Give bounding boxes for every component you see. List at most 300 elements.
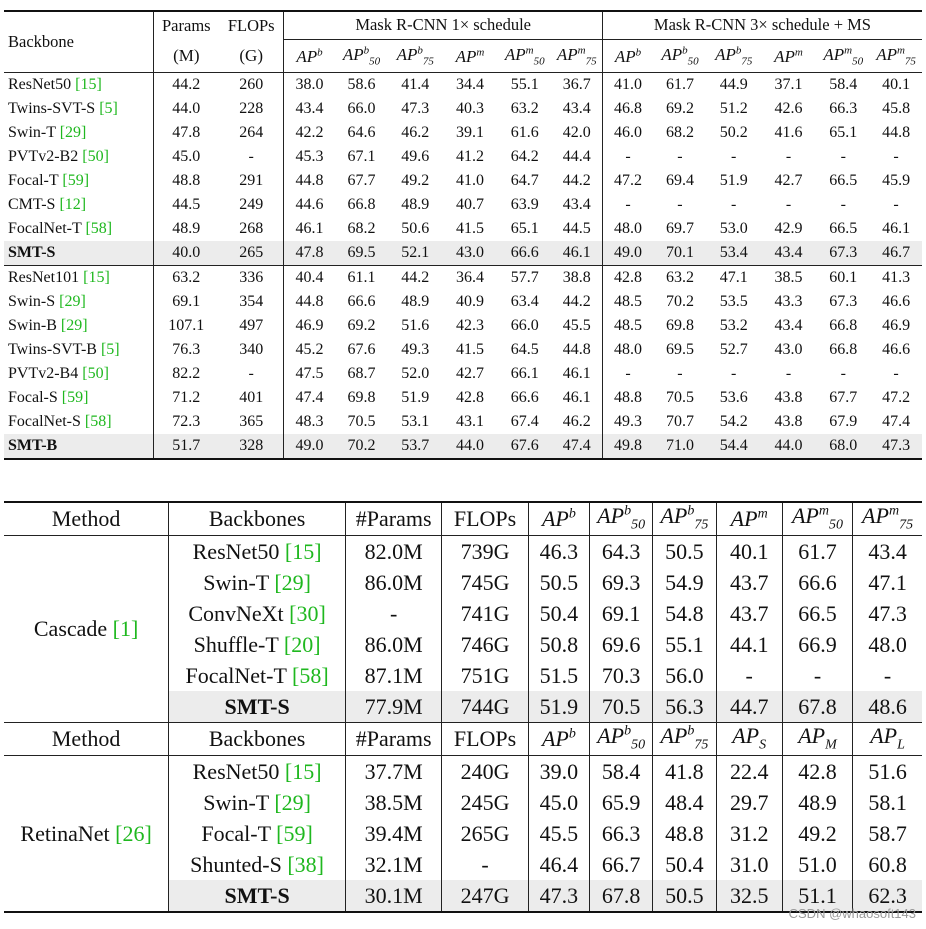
flops-cell: 745G [442,567,528,598]
backbone-name: Focal-T [8,172,59,189]
backbone-name-cell [4,193,153,217]
metric-header-1x-2 [388,40,442,73]
table1-row [4,193,922,217]
params-cell: 82.0M [345,536,441,568]
flops-unit: (G) [219,40,284,73]
cascade-metric-header-4-sup: m [818,504,829,520]
params-cell: 107.1 [168,317,205,334]
params-cell: 69.1 [172,293,201,310]
schedule-1x-value: 45.2 [295,341,324,358]
metric-header-1x-1-text: $AP^b_{50}$ [342,43,381,68]
cascade-metric-header-4-text: $AP^m_{50}$ [791,503,843,533]
schedule-3x-value: 47.1 [707,266,761,291]
metric-header-1x-2-sub: 75 [422,55,434,68]
metric-header-3x-1-text: $AP^b_{50}$ [661,43,699,68]
backbone-cell [169,536,346,568]
params-cell: 44.0 [172,100,201,117]
schedule-3x-value: - [677,148,683,165]
schedule-3x-value: 51.9 [719,172,748,189]
table1-row [4,217,922,241]
retinanet-backbones-header: Backbones [169,723,346,756]
backbone-name: Focal-S [8,389,58,406]
metric-value: 31.0 [716,849,782,880]
schedule-1x-value: 66.6 [510,244,539,261]
citation: [59] [61,389,89,406]
schedule-1x-value: 51.9 [401,389,430,406]
schedule-1x-value: 70.5 [347,413,376,430]
backbone-name: Swin-T [203,569,269,595]
schedule-3x-value: 70.2 [665,293,694,310]
schedule-1x-value: 63.2 [510,100,539,117]
schedule-1x-value: 49.2 [401,172,430,189]
flops-cell: 365 [219,410,284,434]
schedule-3x-value: 40.1 [870,73,922,98]
schedule-1x-value: 43.4 [552,193,603,217]
schedule-3x-value: 47.4 [882,413,911,430]
schedule-3x-value: 43.8 [774,413,803,430]
metric-value: 54.9 [653,567,716,598]
schedule-1x-value: 70.2 [335,434,389,459]
schedule-1x-value: 47.3 [401,100,430,117]
citation: [58] [292,662,329,688]
cascade-metric-header-0-text: $AP^b$ [541,506,576,532]
metric-header-1x-5 [552,40,603,73]
retinanet-metric-header-0-sup: b [568,726,576,742]
schedule-3x-value: 68.2 [665,124,694,141]
metric-header-1x-2-sup: b [417,43,423,56]
citation: [58] [84,413,112,430]
metric-value: 48.8 [653,818,716,849]
flops-cell: 744G [442,691,528,723]
schedule-3x-value: 43.3 [774,293,803,310]
metric-value: 62.3 [853,880,922,912]
cascade-metric-header-3-text: $AP^m$ [730,506,768,532]
schedule-3x-value: 44.8 [882,124,911,141]
backbone-name-cell [4,314,153,338]
citation: [12] [59,196,87,213]
cascade-metric-header-2 [653,502,716,536]
metric-value: 47.3 [528,880,589,912]
flops-cell: 746G [442,629,528,660]
metric-value: 69.1 [590,598,653,629]
schedule-1x-value: 67.7 [347,172,376,189]
schedule-3x-value: 63.2 [653,266,707,291]
citation: [59] [276,820,313,846]
schedule-3x-value: 44.9 [707,73,761,98]
cascade-metric-header-1 [590,502,653,536]
params-cell: 37.7M [345,756,441,788]
schedule-1x-value: 46.1 [552,362,603,386]
flops-cell: 401 [219,386,284,410]
backbone-name: Swin-B [8,317,57,334]
metric-value: 58.7 [868,820,907,846]
params-cell: 63.2 [153,266,219,291]
metric-header-1x-4-sup: m [525,43,534,56]
schedule-3x-value: - [840,365,846,382]
backbone-name-cell [4,362,153,386]
flops-cell: 264 [219,121,284,145]
metric-header-3x-1 [653,40,707,73]
schedule-1x-value: 49.0 [284,434,335,459]
flops-cell: - [219,145,284,169]
backbone-name: SMT-S [224,693,290,719]
schedule-3x-value: 70.5 [665,389,694,406]
backbone-cell [169,598,346,629]
backbone-name: FocalNet-T [8,220,82,237]
schedule-1x-value: 64.2 [510,148,539,165]
metric-header-3x-5 [870,40,922,73]
backbone-name: FocalNet-S [8,413,81,430]
schedule-1x-value: 49.3 [401,341,430,358]
metric-header-3x-0 [602,40,653,73]
metric-value: 44.1 [716,629,782,660]
flops-cell: 291 [219,169,284,193]
schedule-1x-value: 43.4 [295,100,324,117]
cascade-flops-header: FLOPs [442,502,528,536]
metric-header-3x-0-sup: b [635,46,642,59]
backbone-name: Swin-T [8,124,56,141]
cascade-metric-header-4-sub: 50 [828,517,843,533]
backbone-name: ResNet101 [8,269,80,286]
params-cell: 30.1M [345,880,441,912]
flops-cell: 265 [219,241,284,266]
params-cell: 44.5 [172,196,201,213]
schedule-3x-value: 46.0 [613,124,642,141]
schedule-1x-value: 44.2 [388,266,442,291]
schedule-3x-value: 67.3 [829,244,858,261]
metric-value: 65.9 [590,787,653,818]
schedule-3x-value: 69.2 [665,100,694,117]
metric-value: 22.4 [716,756,782,788]
citation: [59] [62,172,90,189]
table1-row [4,169,922,193]
metric-header-3x-1-sup: b [682,43,688,56]
metric-value: 45.5 [528,818,589,849]
metric-value: 48.6 [853,691,922,723]
schedule-1x-value: 40.7 [456,196,484,213]
backbone-cell [169,849,346,880]
metric-value: - [782,660,852,691]
schedule-3x-value: 48.5 [613,293,642,310]
metric-value: 51.1 [782,880,852,912]
schedule-3x-value: 54.4 [707,434,761,459]
params-cell: 32.1M [345,849,441,880]
cascade-metric-header-5 [853,502,922,536]
metric-header-1x-5-sub: 75 [585,55,597,68]
schedule-3x-value: 48.0 [613,220,642,237]
schedule-3x-value: 42.7 [774,172,803,189]
metric-value: 50.5 [653,536,716,568]
metric-value: 47.1 [868,569,907,595]
backbone-name: ResNet50 [8,76,72,93]
backbone-name: PVTv2-B2 [8,148,79,165]
schedule-1x-value: 67.1 [347,148,376,165]
metric-value: 50.4 [653,849,716,880]
cascade-metric-header-5-sup: m [888,504,900,520]
schedule-1x-value: 42.3 [456,317,484,334]
params-cell: 76.3 [172,341,201,358]
backbone-name: CMT-S [8,196,56,213]
schedule-3x-value: 51.2 [719,100,748,117]
backbone-name: SMT-S [8,244,56,261]
backbone-cell [169,880,346,912]
table1-row [4,362,922,386]
schedule-3x-value: 53.6 [719,389,748,406]
retinanet-metric-header-1-sub: 50 [631,737,646,753]
citation: [29] [59,124,87,141]
schedule-1x-value: 46.1 [552,386,603,410]
schedule-1x-value: 42.0 [552,121,603,145]
flops-cell: 328 [219,434,284,459]
metric-value: 61.7 [782,536,852,568]
cascade-params-header: #Params [345,502,441,536]
metric-header-1x-0 [284,40,335,73]
schedule-1x-value: 50.6 [401,220,430,237]
params-cell: 71.2 [172,389,201,406]
schedule-3x-value: - [625,148,631,165]
schedule-1x-value: 42.8 [456,389,484,406]
schedule-3x-value: 66.3 [829,100,858,117]
params-cell: 51.7 [153,434,219,459]
metric-value: 69.3 [590,567,653,598]
schedule-1x-value: 45.3 [295,148,324,165]
metric-value: 50.5 [528,567,589,598]
flops-cell: 249 [219,193,284,217]
schedule-3x-value: 50.2 [719,124,748,141]
schedule-3x-value: 49.3 [613,413,642,430]
schedule-3x-value: 66.5 [829,172,858,189]
schedule-1x-value: 46.9 [295,317,324,334]
retinanet-metric-header-2-sub: 75 [694,737,709,753]
schedule-1x-value: 67.6 [347,341,376,358]
metric-value: 69.6 [590,629,653,660]
metric-header-3x-0-text: $AP^b$ [614,46,642,66]
schedule-3x-value: 52.7 [719,341,748,358]
metric-value: 43.7 [716,567,782,598]
metric-value: 51.6 [868,758,907,784]
schedule-3x-value: - [893,196,899,213]
schedule-3x-value: 49.8 [602,434,653,459]
flops-cell: 240G [442,756,528,788]
metric-value: 42.8 [782,756,852,788]
schedule-3x-value: 65.1 [829,124,858,141]
schedule-3x-value: 46.6 [882,293,911,310]
schedule-3x-value: 48.8 [613,389,642,406]
schedule-3x-value: 45.8 [882,100,911,117]
table1-row [4,145,922,169]
schedule-1x-value: 66.6 [347,293,376,310]
params-cell: 86.0M [345,567,441,598]
backbone-name-cell [4,217,153,241]
metric-value: 50.8 [528,629,589,660]
retinanet-metric-header-1-sup: b [624,724,632,740]
backbone-name-cell [4,121,153,145]
metric-header-3x-2 [707,40,761,73]
cascade-metric-header-5-sub: 75 [899,517,914,533]
params-unit: (M) [153,40,219,73]
schedule-1x-value: 43.1 [456,413,484,430]
backbone-cell [169,756,346,788]
metric-header-3x-4-sup: m [844,43,853,56]
schedule-1x-value: 49.6 [401,148,430,165]
backbone-name-cell [4,386,153,410]
metric-value: 45.0 [528,787,589,818]
metric-header-1x-3 [442,40,498,73]
cascade-metric-header-2-sup: b [687,504,695,520]
backbone-name-cell [4,97,153,121]
schedule-3x-value: 37.1 [761,73,817,98]
metric-header-1x-1-sub: 50 [369,55,381,68]
schedule-3x-value: 43.8 [774,389,803,406]
metric-value: 49.2 [782,818,852,849]
metric-header-3x-2-sub: 75 [741,55,753,68]
table1-row [4,410,922,434]
metric-value: 43.4 [868,538,907,564]
params-cell: 45.0 [172,148,201,165]
table1-row [4,338,922,362]
metric-header-1x-1 [335,40,389,73]
table1-row [4,434,922,459]
schedule-3x-value: - [893,365,899,382]
metric-value: 66.6 [782,567,852,598]
schedule-3x-value: 46.7 [882,244,911,261]
table2-body [4,502,922,912]
retinanet-metric-header-5-sub: L [897,737,905,753]
backbone-cell [169,629,346,660]
schedule-1x-value: 63.4 [510,293,539,310]
metric-value: 58.1 [868,789,907,815]
metric-value: 29.7 [716,787,782,818]
schedule-1x-value: 61.1 [335,266,389,291]
table1-row [4,290,922,314]
retinanet-header-row [4,723,922,756]
metric-header-3x-2-text: $AP^b_{75}$ [715,43,753,68]
schedule-1x-value: 61.6 [510,124,539,141]
retinanet-method-header: Method [4,723,169,756]
schedule-1x-value: 44.6 [295,196,324,213]
retinanet-metric-header-3-text: $AP_S$ [732,723,767,753]
params-cell: 38.5M [345,787,441,818]
schedule-1x-value: 55.1 [498,73,552,98]
metric-header-3x-5-text: $AP^m_{75}$ [876,43,916,68]
metric-value: 66.5 [782,598,852,629]
cascade-metric-header-0 [528,502,589,536]
metric-value: 55.1 [653,629,716,660]
table1-header-row-1 [4,11,922,40]
cascade-metric-header-4 [782,502,852,536]
flops-cell: 497 [219,314,284,338]
backbone-name: Twins-SVT-B [8,341,97,358]
metric-value: 40.1 [716,536,782,568]
table1-row [4,73,922,98]
metric-value: 31.2 [716,818,782,849]
schedule-3x-value: 66.8 [829,317,858,334]
schedule-1x-value: 69.5 [347,244,376,261]
table1-row [4,386,922,410]
params-header: Params [153,11,219,40]
flops-header: FLOPs [219,11,284,40]
cascade-metric-header-2-text: $AP^b_{75}$ [660,503,709,533]
metric-value: 47.3 [868,600,907,626]
flops-cell: 336 [219,266,284,291]
backbone-name-cell [4,338,153,362]
backbone-name: SMT-B [8,437,58,454]
metric-value: 67.8 [782,691,852,723]
metric-value: 48.0 [868,631,907,657]
schedule-3x-value: 69.5 [665,341,694,358]
schedule-3x-value: - [785,196,792,213]
schedule-3x-value: 43.0 [774,341,803,358]
citation: [50] [82,148,109,165]
schedule-3x-value: - [785,148,792,165]
flops-cell: 245G [442,787,528,818]
cascade-header-row [4,502,922,536]
schedule-1x-value: 48.3 [295,413,324,430]
retinanet-params-header: #Params [345,723,441,756]
params-cell: 47.8 [172,124,201,141]
schedule-1x-value: 44.4 [552,145,603,169]
schedule-1x-value: 38.0 [284,73,335,98]
params-cell: 87.1M [345,660,441,691]
schedule-3x-value: 38.5 [761,266,817,291]
schedule-3x-value: - [677,365,683,382]
retinanet-metric-header-5 [853,723,922,756]
schedule-1x-value: 41.4 [388,73,442,98]
schedule-3x-value: 58.4 [816,73,870,98]
metric-value: 51.0 [782,849,852,880]
cascade-retinanet-results-table [4,501,922,913]
flops-cell: 228 [219,97,284,121]
params-cell: 82.2 [172,365,201,382]
schedule-3x-value: 47.2 [613,172,642,189]
backbone-name: Shuffle-T [193,631,279,657]
retinanet-metric-header-4-sub: M [825,737,837,753]
schedule-3x-value: 48.0 [613,341,642,358]
params-cell: 86.0M [345,629,441,660]
schedule-1x-value: 48.9 [401,293,430,310]
metric-value: 70.5 [590,691,653,723]
citation: [1] [112,616,139,641]
metric-header-1x-1-sup: b [363,43,370,56]
schedule-1x-value: 38.8 [552,266,603,291]
table1-body [4,73,922,460]
backbone-name: ResNet50 [192,758,280,784]
schedule-3x-value: - [731,365,737,382]
flops-cell: 741G [442,598,528,629]
schedule-1x-value: 36.7 [552,73,603,98]
citation: [50] [82,365,109,382]
retinanet-metric-header-5-text: $AP_L$ [870,723,905,753]
cascade-metric-header-3 [716,502,782,536]
schedule-1x-value: 42.7 [456,365,484,382]
metric-header-1x-0-sup: b [317,46,323,59]
metric-value: 51.5 [528,660,589,691]
citation: [29] [274,569,311,595]
retinanet-metric-header-0-text: $AP^b$ [541,726,576,752]
schedule-3x-value: 46.1 [882,220,911,237]
backbone-name-cell [4,434,153,459]
schedule-1x-value: 47.5 [295,365,324,382]
metric-header-3x-3-sup: m [794,46,803,59]
metric-header-1x-4 [498,40,552,73]
retinanet-method-cell [4,756,169,913]
schedule-3x-value: 70.1 [665,244,694,261]
metric-value: 32.5 [716,880,782,912]
metric-header-1x-0-text: $AP^b$ [296,46,323,66]
schedule-3x-value: 67.3 [829,293,858,310]
backbone-name: ResNet50 [192,538,280,564]
schedule-3x-value: 47.3 [870,434,922,459]
